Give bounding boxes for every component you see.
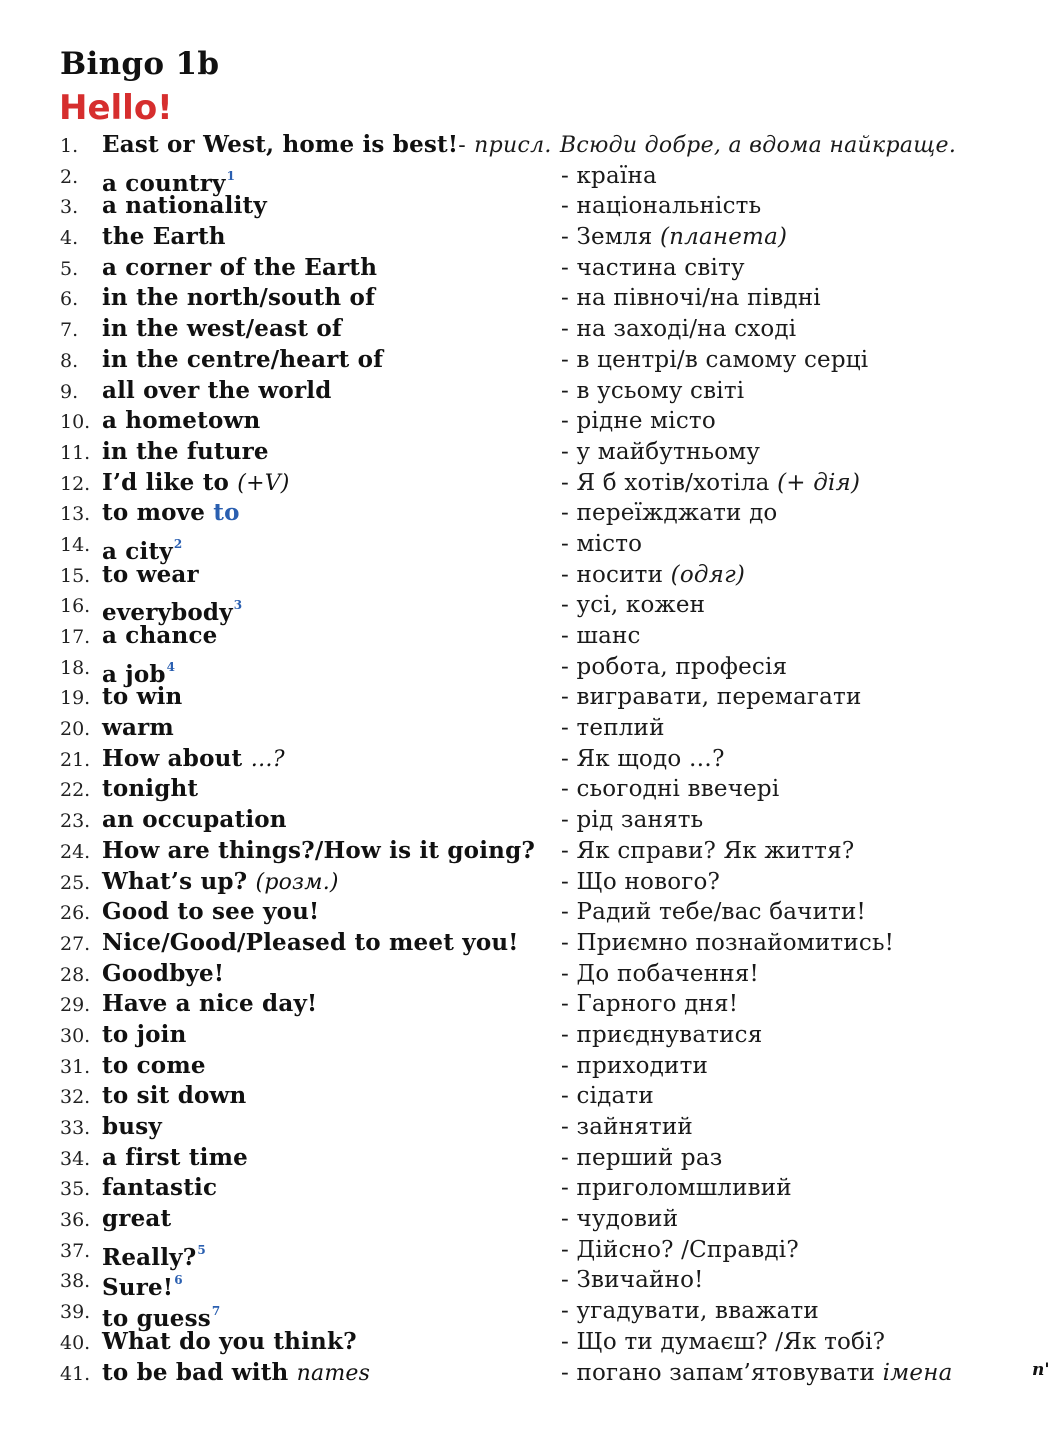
item-number: 34.	[60, 1147, 91, 1170]
english-term	[102, 897, 319, 927]
ukrainian-translation	[561, 989, 738, 1019]
english-term	[102, 1020, 187, 1050]
term-text: busy	[102, 1113, 162, 1140]
ukrainian-translation	[561, 836, 854, 866]
vocab-row	[0, 1235, 1050, 1271]
term-text: everybody	[102, 599, 233, 627]
term-text: What do you think?	[102, 1327, 357, 1355]
translation-text: - чудовий	[561, 1206, 679, 1233]
vocab-row	[0, 345, 1050, 376]
translation-text: - в усьому світі	[561, 377, 745, 404]
term-text: Really?	[102, 1243, 197, 1271]
translation-text: - сьогодні ввечері	[561, 776, 780, 803]
vocab-row	[0, 836, 1050, 867]
term-text: to join	[102, 1020, 187, 1048]
english-term	[102, 1081, 246, 1111]
translation-text: - До побачення!	[561, 960, 759, 987]
ukrainian-translation	[561, 590, 705, 620]
vocab-row-proverb	[0, 130, 1050, 161]
term-text: a city	[102, 537, 173, 565]
term-text: Nice/Good/Pleased to meet you!	[102, 928, 519, 956]
term-text: fantastic	[102, 1174, 218, 1202]
item-number: 33.	[60, 1117, 91, 1139]
vocab-row	[0, 989, 1050, 1020]
vocab-row	[0, 437, 1050, 468]
ukrainian-translation	[561, 1327, 885, 1357]
vocab-row	[0, 1143, 1050, 1174]
english-term	[102, 805, 287, 835]
item-number: 6.	[60, 288, 79, 311]
vocab-row	[0, 1327, 1050, 1358]
cut-off-text-fragment: n'	[1032, 1360, 1050, 1380]
vocab-row	[0, 713, 1050, 744]
translation-text: - шанс	[561, 623, 641, 649]
english-term	[102, 498, 240, 528]
item-number: 1.	[60, 135, 79, 157]
ukrainian-translation	[561, 314, 796, 344]
translation-text: - робота, професія	[561, 653, 788, 680]
unit-title: Hello!	[59, 88, 173, 128]
translation-text: - у майбутньому	[561, 438, 761, 465]
ukrainian-translation	[561, 1143, 722, 1173]
english-term	[102, 774, 198, 804]
footnote-marker: 7	[211, 1304, 221, 1319]
translation-text: - Земля	[561, 224, 653, 251]
item-number: 18.	[60, 656, 91, 679]
item-number: 23.	[60, 810, 91, 833]
translation-text: - переїжджати до	[561, 500, 778, 527]
term-text: the Earth	[102, 223, 226, 251]
vocab-row	[0, 1173, 1050, 1204]
item-number: 32.	[60, 1086, 91, 1109]
item-number: 10.	[60, 411, 91, 434]
translation-note: (планета)	[659, 224, 788, 251]
translation-text: - місто	[561, 530, 643, 557]
ukrainian-translation	[561, 253, 745, 283]
english-term	[102, 621, 218, 651]
english-term	[102, 744, 285, 775]
ukrainian-translation	[561, 1235, 799, 1265]
term-text: an occupation	[102, 806, 287, 834]
item-number: 5.	[60, 257, 79, 280]
item-number: 38.	[60, 1270, 91, 1293]
item-number: 24.	[60, 840, 91, 863]
vocab-row	[0, 283, 1050, 314]
item-number: 30.	[60, 1024, 91, 1047]
item-number: 20.	[60, 718, 91, 741]
book-title: Bingo 1b	[60, 46, 220, 82]
english-term	[102, 437, 269, 467]
vocab-row	[0, 498, 1050, 529]
translation-text: - вигравати, перемагати	[561, 684, 862, 711]
ukrainian-translation	[561, 959, 759, 989]
translation-text: - в центрі/в самому серці	[561, 346, 869, 373]
term-text: all over the world	[102, 376, 332, 404]
vocab-row	[0, 1358, 1050, 1389]
term-text: Have a nice day!	[102, 990, 318, 1018]
footnote-marker: 4	[166, 659, 176, 674]
footnote-marker: 5	[197, 1242, 206, 1257]
item-number: 37.	[60, 1239, 91, 1262]
english-term	[102, 959, 224, 989]
term-text: How about	[102, 744, 243, 772]
english-term	[102, 1204, 171, 1234]
item-number: 16.	[60, 595, 91, 618]
translation-note: (+ дія)	[777, 469, 861, 496]
item-number: 25.	[60, 871, 91, 894]
translation-text: - Як справи? Як життя?	[561, 837, 855, 864]
highlighted-preposition: to	[213, 499, 240, 527]
item-number: 2.	[60, 165, 79, 188]
translation-text: - частина світу	[561, 254, 745, 281]
item-number: 39.	[60, 1301, 91, 1324]
ukrainian-translation	[561, 283, 821, 313]
ukrainian-translation	[561, 1081, 654, 1111]
ukrainian-translation	[561, 867, 720, 897]
vocab-row	[0, 406, 1050, 437]
vocab-row	[0, 744, 1050, 775]
vocab-row	[0, 621, 1050, 652]
term-text: How are things?/How is it going?	[102, 836, 536, 864]
term-text: to be bad with	[102, 1358, 289, 1386]
item-number: 14.	[60, 533, 91, 556]
term-text: a country	[102, 169, 226, 197]
item-number: 9.	[60, 380, 79, 403]
item-number: 29.	[60, 994, 91, 1017]
vocab-row	[0, 1204, 1050, 1235]
english-term	[102, 560, 199, 590]
vocab-row	[0, 1265, 1050, 1302]
ukrainian-translation	[561, 1173, 792, 1203]
vocab-row	[0, 774, 1050, 805]
vocab-row	[0, 1296, 1050, 1333]
term-text: to win	[102, 683, 183, 711]
ukrainian-translation	[561, 376, 744, 406]
term-text: I’d like to	[102, 468, 230, 496]
vocab-row	[0, 959, 1050, 990]
footnote-marker: 3	[233, 598, 243, 613]
term-text: tonight	[102, 775, 199, 803]
item-number: 19.	[60, 687, 91, 710]
vocab-row	[0, 253, 1050, 284]
translation-text: - Що ти думаєш? /Як тобі?	[561, 1328, 886, 1355]
translation-text: - Дійсно? /Справді?	[561, 1236, 799, 1263]
vocab-row	[0, 468, 1050, 499]
ukrainian-translation	[561, 406, 716, 436]
ukrainian-translation	[561, 1358, 953, 1388]
term-text: to guess	[102, 1305, 211, 1333]
ukrainian-translation	[561, 191, 761, 221]
english-term	[102, 283, 375, 313]
vocab-row	[0, 529, 1050, 565]
ukrainian-translation	[561, 682, 861, 712]
vocabulary-list	[0, 130, 1050, 1388]
translation-text: - Приємно познайомитись!	[561, 929, 895, 956]
proverb-dash: -	[458, 133, 466, 158]
term-text: Sure!	[102, 1274, 174, 1302]
term-text: a first time	[102, 1143, 248, 1171]
vocab-row	[0, 560, 1050, 591]
proverb-term	[102, 130, 956, 161]
ukrainian-translation	[561, 1051, 708, 1081]
translation-text: - країна	[561, 162, 657, 189]
english-term	[102, 928, 519, 958]
ukrainian-translation	[561, 1112, 693, 1142]
ukrainian-translation	[561, 1020, 762, 1050]
item-number: 12.	[60, 472, 91, 495]
translation-text: - приголомшливий	[561, 1175, 792, 1202]
english-term	[102, 1358, 370, 1389]
ukrainian-translation	[561, 560, 745, 590]
vocab-row	[0, 1051, 1050, 1082]
translation-text: - Я б хотів/хотіла	[561, 469, 770, 496]
item-number: 26.	[60, 902, 91, 925]
translation-text: - Звичайно!	[561, 1267, 704, 1294]
item-number: 7.	[60, 319, 79, 342]
translation-text: - Що нового?	[561, 868, 721, 895]
item-number: 41.	[60, 1362, 91, 1385]
term-text: Goodbye!	[102, 959, 225, 987]
english-term	[102, 406, 260, 436]
term-text: in the west/east of	[102, 315, 343, 343]
english-term	[102, 713, 174, 743]
term-text: to move	[102, 499, 206, 527]
translation-text: - перший раз	[561, 1144, 723, 1171]
ukrainian-translation	[561, 744, 725, 774]
english-term	[102, 222, 226, 252]
english-term	[102, 376, 332, 406]
english-term	[102, 1327, 357, 1357]
ukrainian-translation	[561, 437, 760, 467]
translation-text: - теплий	[561, 715, 665, 742]
translation-text: - Радий тебе/вас бачити!	[561, 899, 866, 926]
item-number: 27.	[60, 932, 91, 955]
translation-text: - приєднуватися	[561, 1021, 763, 1048]
translation-note: (одяг)	[670, 561, 746, 588]
ukrainian-translation	[561, 774, 779, 804]
ukrainian-translation	[561, 345, 868, 375]
ukrainian-translation	[561, 1265, 704, 1295]
ukrainian-translation	[561, 621, 641, 651]
vocab-row	[0, 191, 1050, 222]
english-term	[102, 1051, 206, 1081]
english-term	[102, 1173, 217, 1203]
translation-text: - на заході/на сході	[561, 316, 797, 343]
term-note: (розм.)	[255, 869, 339, 895]
item-number: 8.	[60, 349, 79, 372]
english-term	[102, 989, 317, 1019]
english-term	[102, 1143, 248, 1173]
vocab-row	[0, 1020, 1050, 1051]
translation-text: - угадувати, вважати	[561, 1298, 819, 1325]
footnote-marker: 2	[173, 536, 183, 551]
english-term	[102, 191, 267, 221]
ukrainian-translation	[561, 897, 866, 927]
ukrainian-translation	[561, 1296, 819, 1326]
item-number: 28.	[60, 963, 91, 986]
item-number: 13.	[60, 503, 91, 526]
item-number: 15.	[60, 564, 91, 587]
ukrainian-translation	[561, 652, 787, 682]
english-term	[102, 314, 342, 344]
item-number: 35.	[60, 1178, 91, 1201]
english-term	[102, 867, 339, 898]
proverb-abbreviation: присл.	[474, 133, 552, 158]
vocab-row	[0, 928, 1050, 959]
ukrainian-translation	[561, 529, 642, 559]
translation-text: - усі, кожен	[561, 592, 706, 619]
translation-text: - Гарного дня!	[561, 991, 739, 1018]
item-number: 22.	[60, 779, 91, 802]
english-term	[102, 682, 182, 712]
item-number: 31.	[60, 1055, 91, 1078]
ukrainian-translation	[561, 161, 657, 191]
term-text: a corner of the Earth	[102, 253, 378, 281]
ukrainian-translation	[561, 498, 777, 528]
vocab-row	[0, 590, 1050, 627]
item-number: 36.	[60, 1209, 91, 1232]
term-text: Good to see you!	[102, 898, 320, 926]
term-note: names	[296, 1360, 371, 1386]
term-text: in the north/south of	[102, 284, 376, 312]
ukrainian-translation	[561, 1204, 678, 1234]
footnote-marker: 1	[226, 168, 236, 183]
english-term	[102, 468, 290, 499]
english-term	[102, 345, 383, 375]
vocab-row	[0, 897, 1050, 928]
translation-text: - зайнятий	[561, 1114, 693, 1140]
term-text: a hometown	[102, 407, 261, 435]
ukrainian-translation	[561, 713, 665, 743]
term-text: a chance	[102, 622, 218, 649]
translation-text: - національність	[561, 193, 762, 220]
translation-text: - рідне місто	[561, 408, 716, 435]
english-term	[102, 253, 377, 283]
item-number: 21.	[60, 748, 91, 771]
ukrainian-translation	[561, 468, 860, 498]
term-text: to wear	[102, 560, 199, 588]
vocab-row	[0, 652, 1050, 688]
term-text: to sit down	[102, 1082, 247, 1110]
ukrainian-translation	[561, 805, 703, 835]
vocab-row	[0, 376, 1050, 407]
term-note: (+V)	[237, 470, 290, 496]
term-text: to come	[102, 1051, 206, 1079]
proverb-translation: Всюди добре, а вдома найкраще.	[559, 133, 957, 158]
english-term	[102, 1112, 162, 1142]
translation-text: - сідати	[561, 1083, 654, 1110]
vocab-row	[0, 222, 1050, 253]
term-text: warm	[102, 714, 174, 742]
translation-text: - носити	[561, 561, 664, 588]
english-term	[102, 836, 535, 866]
item-number: 11.	[60, 441, 91, 464]
vocab-row	[0, 1112, 1050, 1143]
vocab-row	[0, 805, 1050, 836]
ukrainian-translation	[561, 928, 894, 958]
item-number: 17.	[60, 626, 91, 648]
footnote-marker: 6	[174, 1273, 183, 1288]
vocab-row	[0, 1081, 1050, 1112]
translation-text: - погано запам’ятовувати	[561, 1359, 876, 1386]
term-text: in the centre/heart of	[102, 345, 384, 373]
translation-text: - рід занять	[561, 807, 704, 834]
term-text: a job	[102, 660, 166, 688]
term-text: in the future	[102, 437, 269, 465]
translation-text: - Як щодо …?	[561, 745, 725, 772]
translation-text: - на півночі/на півдні	[561, 285, 821, 312]
item-number: 3.	[60, 196, 79, 219]
term-text: a nationality	[102, 192, 267, 220]
translation-text: - приходити	[561, 1052, 709, 1079]
item-number: 4.	[60, 227, 79, 250]
ukrainian-translation	[561, 222, 787, 252]
vocab-row	[0, 314, 1050, 345]
term-text: great	[102, 1205, 172, 1233]
vocab-row	[0, 867, 1050, 898]
term-note: …?	[250, 746, 285, 772]
item-number: 40.	[60, 1331, 91, 1354]
vocab-row	[0, 682, 1050, 713]
vocab-row	[0, 161, 1050, 197]
translation-note: імена	[882, 1359, 953, 1386]
proverb-text: East or West, home is best!	[102, 131, 459, 158]
term-text: What’s up?	[102, 867, 248, 895]
